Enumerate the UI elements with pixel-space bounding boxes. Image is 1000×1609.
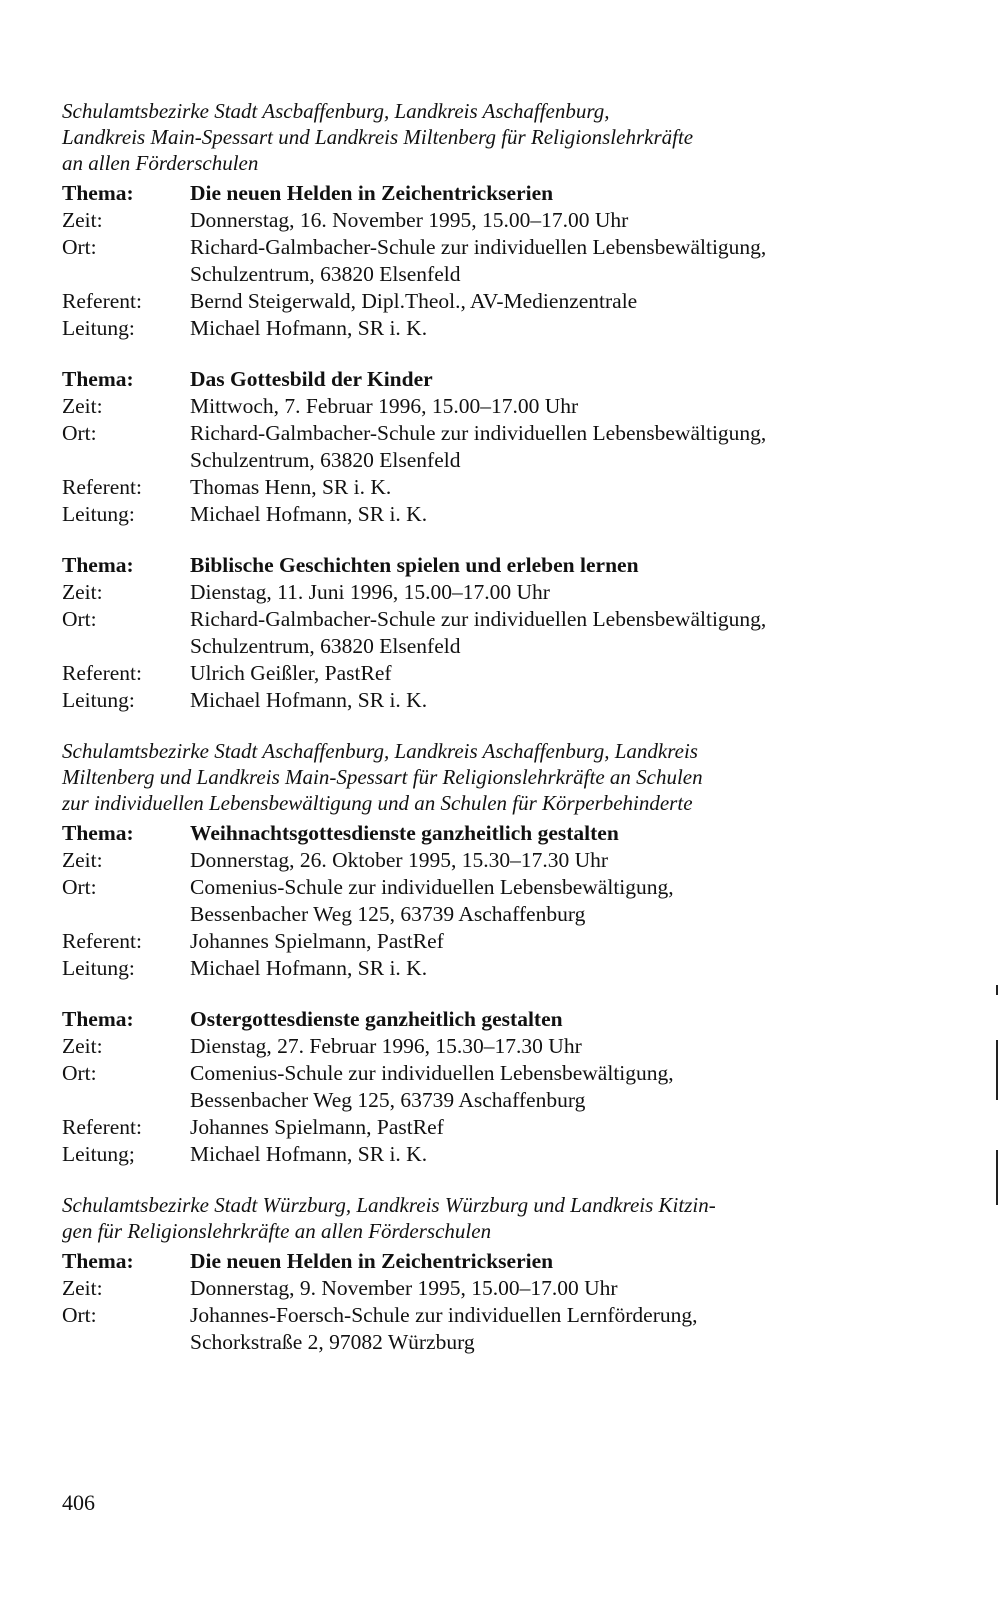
- event-leitung: Michael Hofmann, SR i. K.: [190, 956, 428, 980]
- ort-label: Ort:: [62, 607, 97, 631]
- heading-line: Schulamtsbezirke Stadt Würzburg, Landkreis Würzburg und Landkreis Kitzin-: [62, 1193, 716, 1217]
- ort-label: Ort:: [62, 421, 97, 445]
- event-leitung: Michael Hofmann, SR i. K.: [190, 316, 428, 340]
- leitung-label: Leitung:: [62, 688, 135, 712]
- section-lebensbewaeltigung-aschaffenburg: [62, 738, 942, 1168]
- event-thema: Weihnachtsgottesdienste ganzheitlich gestalten: [190, 821, 619, 845]
- ort-label: Ort:: [62, 875, 97, 899]
- event-ort-line: Bessenbacher Weg 125, 63739 Aschaffenburg: [190, 902, 586, 926]
- zeit-label: Zeit:: [62, 208, 103, 232]
- heading-line: Schulamtsbezirke Stadt Aschaffenburg, Landkreis Aschaffenburg, Landkreis: [62, 739, 698, 763]
- event-ort-line: Comenius-Schule zur individuellen Lebensbewältigung,: [190, 875, 674, 899]
- event-referent: Johannes Spielmann, PastRef: [190, 929, 444, 953]
- leitung-label: Leitung;: [62, 1142, 135, 1166]
- thema-label: Thema:: [62, 553, 134, 577]
- event-zeit: Donnerstag, 16. November 1995, 15.00–17.00 Uhr: [190, 208, 629, 232]
- thema-label: Thema:: [62, 821, 134, 845]
- heading-line: Landkreis Main-Spessart und Landkreis Miltenberg für Religionslehrkräfte: [62, 125, 694, 149]
- event-thema: Die neuen Helden in Zeichentrickserien: [190, 1249, 554, 1273]
- event-thema: Das Gottesbild der Kinder: [190, 367, 433, 391]
- ort-label: Ort:: [62, 1061, 97, 1085]
- section-heading: [62, 738, 942, 816]
- referent-label: Referent:: [62, 289, 142, 313]
- event-ort-line: Comenius-Schule zur individuellen Lebensbewältigung,: [190, 1061, 674, 1085]
- event-entry: [62, 1006, 942, 1168]
- zeit-label: Zeit:: [62, 1034, 103, 1058]
- event-entry: [62, 366, 942, 528]
- event-ort-line: Schulzentrum, 63820 Elsenfeld: [190, 634, 461, 658]
- leitung-label: Leitung:: [62, 956, 135, 980]
- scan-edge-mark: [996, 1150, 998, 1205]
- heading-line: Miltenberg und Landkreis Main-Spessart für Religionslehrkräfte an Schulen: [62, 765, 703, 789]
- zeit-label: Zeit:: [62, 394, 103, 418]
- heading-line: an allen Förderschulen: [62, 151, 259, 175]
- event-referent: Bernd Steigerwald, Dipl.Theol., AV-Medienzentrale: [190, 289, 638, 313]
- thema-label: Thema:: [62, 367, 134, 391]
- referent-label: Referent:: [62, 1115, 142, 1139]
- thema-label: Thema:: [62, 1249, 134, 1273]
- document-page: [62, 98, 942, 1380]
- event-ort-line: Schulzentrum, 63820 Elsenfeld: [190, 262, 461, 286]
- section-foerderschulen-aschaffenburg: [62, 98, 942, 714]
- page-number: 406: [62, 1490, 95, 1515]
- event-thema: Biblische Geschichten spielen und erleben lernen: [190, 553, 639, 577]
- event-zeit: Mittwoch, 7. Februar 1996, 15.00–17.00 Uhr: [190, 394, 579, 418]
- event-leitung: Michael Hofmann, SR i. K.: [190, 1142, 428, 1166]
- heading-line: zur individuellen Lebensbewältigung und an Schulen für Körperbehinderte: [62, 791, 693, 815]
- referent-label: Referent:: [62, 475, 142, 499]
- event-entry: [62, 180, 942, 342]
- event-zeit: Donnerstag, 26. Oktober 1995, 15.30–17.30 Uhr: [190, 848, 609, 872]
- event-leitung: Michael Hofmann, SR i. K.: [190, 688, 428, 712]
- event-thema: Ostergottesdienste ganzheitlich gestalten: [190, 1007, 563, 1031]
- thema-label: Thema:: [62, 1007, 134, 1031]
- leitung-label: Leitung:: [62, 502, 135, 526]
- event-zeit: Donnerstag, 9. November 1995, 15.00–17.00 Uhr: [190, 1276, 618, 1300]
- event-referent: Thomas Henn, SR i. K.: [190, 475, 392, 499]
- ort-label: Ort:: [62, 235, 97, 259]
- event-ort-line: Richard-Galmbacher-Schule zur individuellen Lebensbewältigung,: [190, 607, 767, 631]
- event-ort-line: Richard-Galmbacher-Schule zur individuellen Lebensbewältigung,: [190, 235, 767, 259]
- section-heading: [62, 98, 942, 176]
- event-ort-line: Schorkstraße 2, 97082 Würzburg: [190, 1330, 475, 1354]
- event-entry: [62, 1248, 942, 1356]
- event-ort-line: Schulzentrum, 63820 Elsenfeld: [190, 448, 461, 472]
- ort-label: Ort:: [62, 1303, 97, 1327]
- event-referent: Ulrich Geißler, PastRef: [190, 661, 392, 685]
- event-entry: [62, 552, 942, 714]
- event-ort-line: Johannes-Foersch-Schule zur individuellen Lernförderung,: [190, 1303, 698, 1327]
- zeit-label: Zeit:: [62, 848, 103, 872]
- event-ort-line: Richard-Galmbacher-Schule zur individuellen Lebensbewältigung,: [190, 421, 767, 445]
- scan-edge-mark: [996, 985, 998, 995]
- heading-line: gen für Religionslehrkräfte an allen Förderschulen: [62, 1219, 492, 1243]
- referent-label: Referent:: [62, 929, 142, 953]
- event-ort-line: Bessenbacher Weg 125, 63739 Aschaffenburg: [190, 1088, 586, 1112]
- event-zeit: Dienstag, 11. Juni 1996, 15.00–17.00 Uhr: [190, 580, 550, 604]
- section-heading: [62, 1192, 942, 1244]
- event-zeit: Dienstag, 27. Februar 1996, 15.30–17.30 Uhr: [190, 1034, 582, 1058]
- section-foerderschulen-wuerzburg: [62, 1192, 942, 1356]
- event-entry: [62, 820, 942, 982]
- referent-label: Referent:: [62, 661, 142, 685]
- zeit-label: Zeit:: [62, 1276, 103, 1300]
- event-thema: Die neuen Helden in Zeichentrickserien: [190, 181, 554, 205]
- scan-edge-mark: [996, 1040, 998, 1100]
- heading-line: Schulamtsbezirke Stadt Ascbaffenburg, Landkreis Aschaffenburg,: [62, 99, 610, 123]
- zeit-label: Zeit:: [62, 580, 103, 604]
- leitung-label: Leitung:: [62, 316, 135, 340]
- thema-label: Thema:: [62, 181, 134, 205]
- event-referent: Johannes Spielmann, PastRef: [190, 1115, 444, 1139]
- event-leitung: Michael Hofmann, SR i. K.: [190, 502, 428, 526]
